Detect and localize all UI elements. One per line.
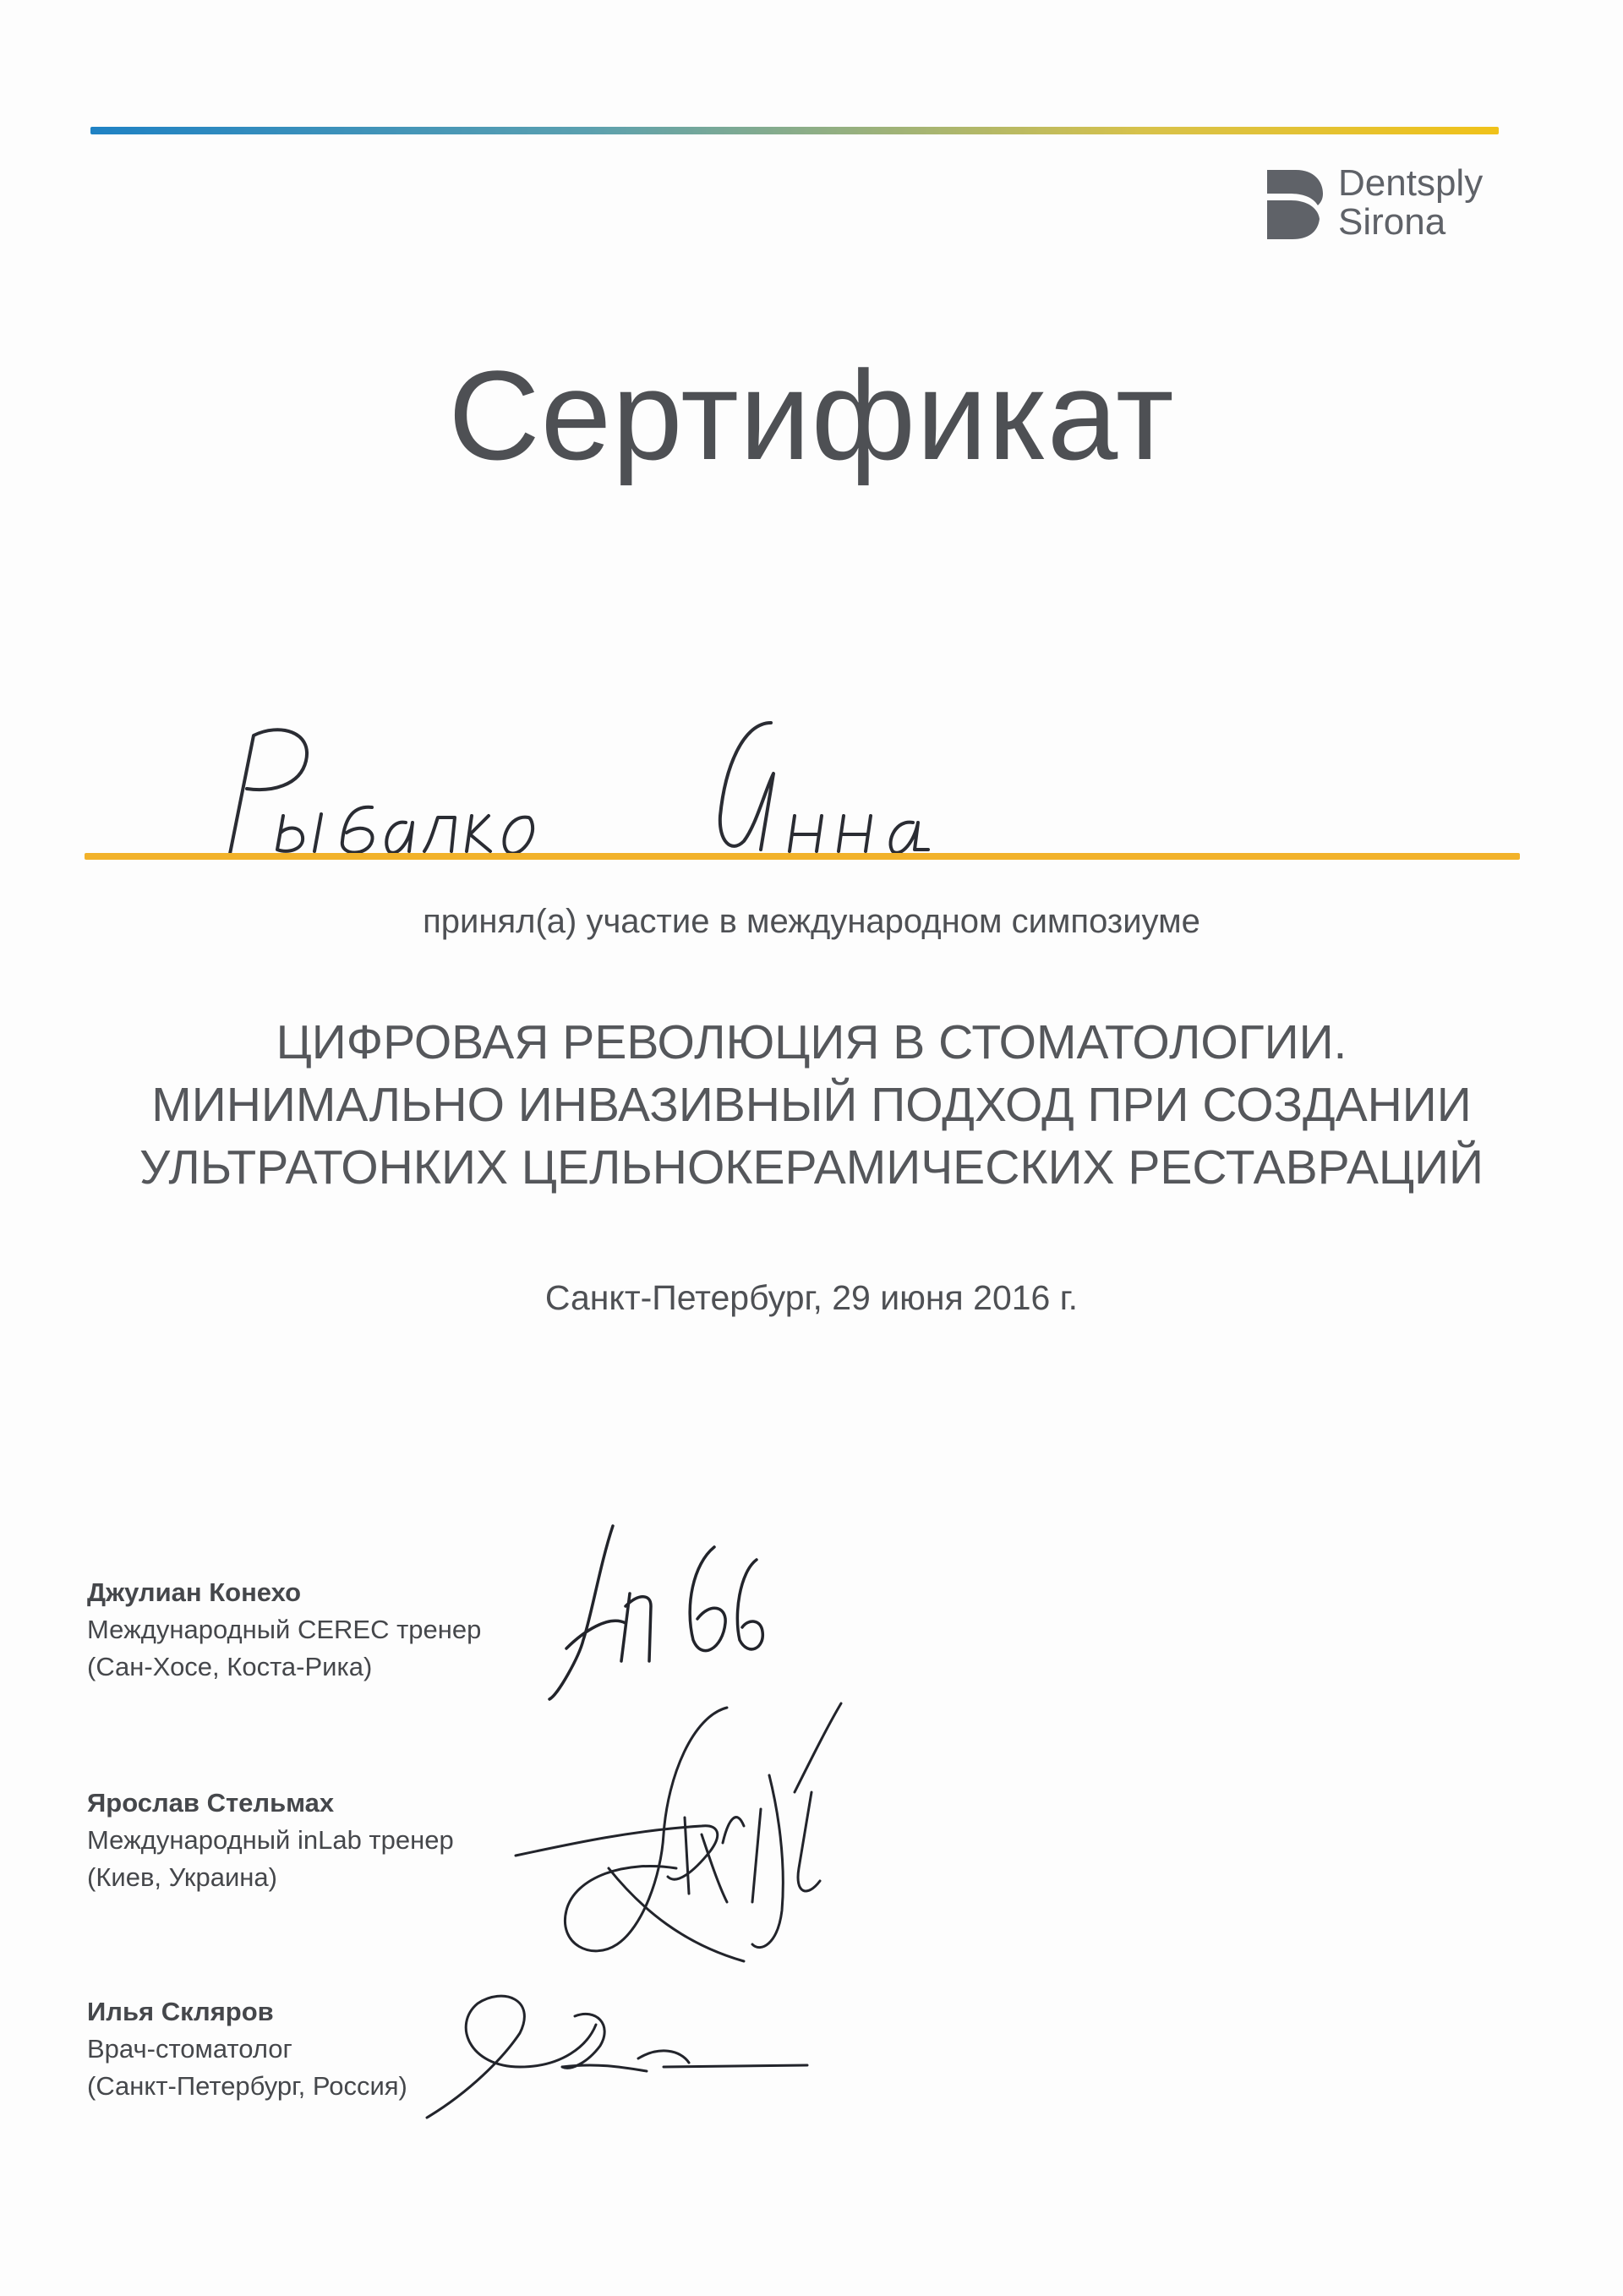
- signature-3: [418, 1965, 816, 2135]
- certificate-title: Сертификат: [448, 344, 1175, 486]
- signature-2: [507, 1691, 862, 1970]
- event-title-line-2: МИНИМАЛЬНО ИНВАЗИВНЫЙ ПОДХОД ПРИ СОЗДАНИИ: [151, 1078, 1472, 1132]
- recipient-name-underline: [85, 853, 1520, 860]
- top-gradient-rule: [90, 127, 1499, 134]
- signer-name: Ярослав Стельмах: [87, 1788, 335, 1818]
- signer-block-3: [87, 1993, 407, 2105]
- event-title-line-1: ЦИФРОВАЯ РЕВОЛЮЦИЯ В СТОМАТОЛОГИИ.: [276, 1015, 1347, 1069]
- signer-block-2: [87, 1785, 454, 1896]
- event-date-place: Санкт-Петербург, 29 июня 2016 г.: [544, 1278, 1079, 1317]
- logo-line-dentsply: Dentsply: [1338, 162, 1484, 204]
- signer-block-1: [87, 1574, 481, 1686]
- event-title-line-3: УЛЬТРАТОНКИХ ЦЕЛЬНОКЕРАМИЧЕСКИХ РЕСТАВРАЦИЙ: [139, 1140, 1484, 1194]
- participation-statement: принял(а) участие в международном симпозиуме: [423, 903, 1200, 940]
- event-title: [0, 1011, 1623, 1199]
- signer-location: (Киев, Украина): [87, 1862, 277, 1892]
- signer-location: (Сан-Хосе, Коста-Рика): [87, 1652, 373, 1681]
- signer-name: Илья Скляров: [87, 1997, 274, 2026]
- dentsply-sirona-mark-icon: [1264, 167, 1326, 243]
- signer-role: Международный inLab тренер: [87, 1825, 454, 1855]
- signer-name: Джулиан Конехо: [87, 1577, 302, 1607]
- signer-role: Международный CEREC тренер: [87, 1615, 482, 1644]
- signer-location: (Санкт-Петербург, Россия): [87, 2071, 407, 2101]
- logo-wordmark: [1338, 162, 1484, 243]
- signature-1: [533, 1513, 803, 1716]
- signer-role: Врач-стоматолог: [87, 2034, 292, 2064]
- handwritten-recipient-name: [203, 714, 1048, 866]
- logo-line-sirona: Sirona: [1338, 201, 1446, 243]
- dentsply-sirona-logo: [1264, 162, 1534, 249]
